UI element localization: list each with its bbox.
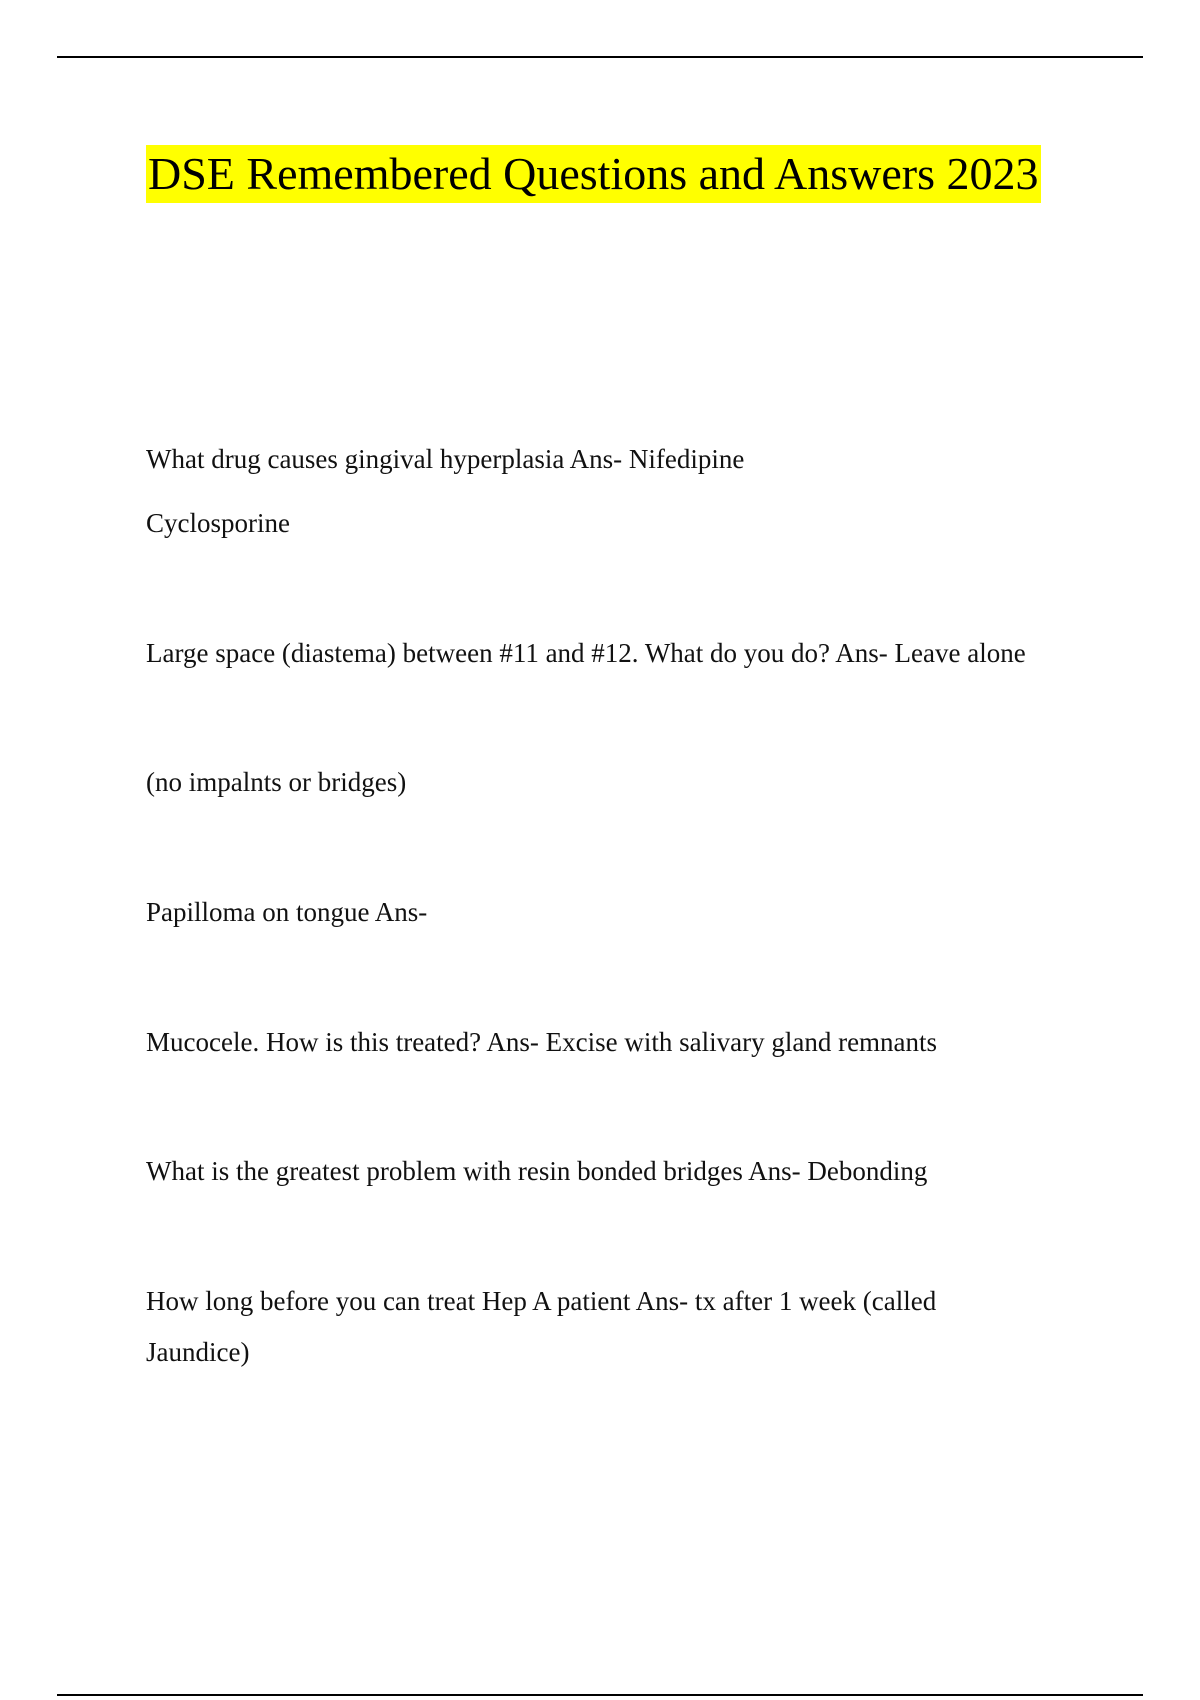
bottom-rule: [57, 1694, 1143, 1696]
qa-line-4: (no impalnts or bridges): [146, 767, 407, 797]
title-block: [146, 145, 1086, 203]
document-title: DSE Remembered Questions and Answers 2023: [146, 145, 1041, 203]
qa-line-7: What is the greatest problem with resin bonded bridges Ans- Debonding: [146, 1156, 928, 1186]
qa-line-1: What drug causes gingival hyperplasia Ans- Nifedipine: [146, 444, 745, 474]
qa-line-9: Jaundice): [146, 1337, 250, 1367]
qa-line-5: Papilloma on tongue Ans-: [146, 897, 428, 927]
qa-line-6: Mucocele. How is this treated? Ans- Excise with salivary gland remnants: [146, 1027, 938, 1057]
qa-line-3: Large space (diastema) between #11 and #12. What do you do? Ans- Leave alone: [146, 638, 1026, 668]
qa-line-8: How long before you can treat Hep A patient Ans- tx after 1 week (called: [146, 1286, 937, 1316]
top-rule: [57, 56, 1143, 58]
qa-line-2: Cyclosporine: [146, 508, 290, 538]
